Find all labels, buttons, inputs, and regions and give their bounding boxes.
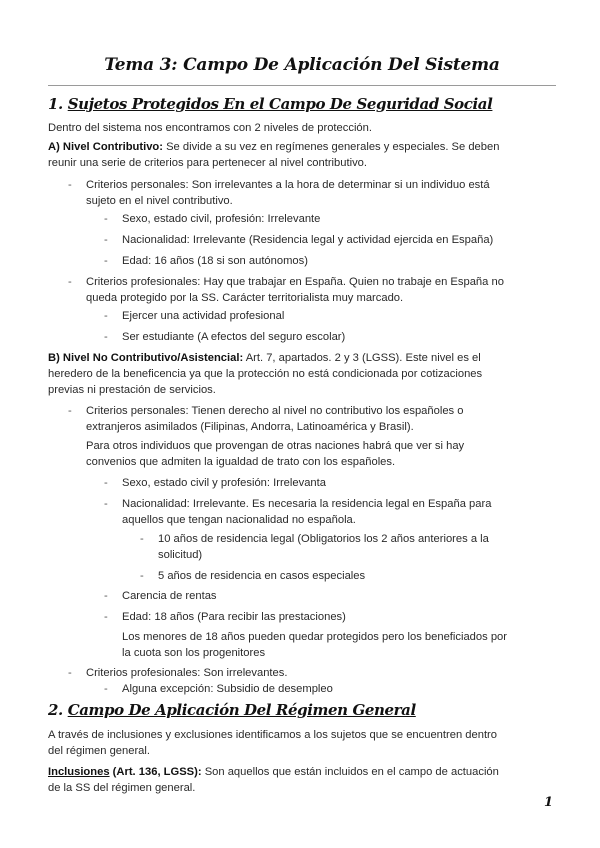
a-prof-line-2: queda protegido por la SS. Carácter territorialista muy marcado. (86, 292, 404, 304)
page-title: Tema 3: Campo De Aplicación Del Sistema (104, 55, 500, 75)
a-personal-sub-3: Edad: 16 años (18 si son autónomos) (122, 255, 308, 267)
level-b-label: B) Nivel No Contributivo/Asistencial: (48, 352, 244, 364)
level-b-paragraph (48, 350, 481, 366)
section-1-heading (48, 95, 492, 113)
a-personal-sub-1: Sexo, estado civil, profesión: Irrelevante (122, 213, 321, 225)
a-personal-line-1: Criterios personales: Son irrelevantes a la hora de determinar si un individuo está (86, 179, 490, 191)
a-prof-line-1: Criterios profesionales: Hay que trabajar en España. Quien no trabaje en España no (86, 276, 504, 288)
section-1-title: Sujetos Protegidos En el Campo De Seguridad Social (67, 95, 493, 113)
bullet-dash: - (104, 213, 108, 225)
bullet-dash: - (104, 611, 108, 623)
bullet-dash: - (104, 590, 108, 602)
b-personal-line-1: Criterios personales: Tienen derecho al nivel no contributivo los españoles o (86, 405, 464, 417)
b-sub-nac-b: 5 años de residencia en casos especiales (158, 570, 366, 582)
bullet-dash: - (104, 255, 108, 267)
section-2-heading (48, 701, 416, 719)
inclusiones-line-1: Son aquellos que están incluidos en el campo de actuación (204, 766, 499, 778)
b-sub-nacionalidad-2: aquellos que tengan nacionalidad no española. (122, 514, 356, 526)
section-2-intro-1: A través de inclusiones y exclusiones identificamos a los sujetos que se encuentren dentro (48, 729, 498, 741)
level-a-paragraph (48, 139, 499, 155)
bullet-dash: - (104, 683, 108, 695)
b-sub-nacionalidad-1: Nacionalidad: Irrelevante. Es necesaria la residencia legal en España para (122, 498, 492, 510)
inclusiones-ref: (Art. 136, LGSS): (112, 766, 202, 778)
b-personal-line-4: convenios que admiten la igualdad de trato con los españoles. (86, 456, 396, 468)
bullet-dash: - (104, 477, 108, 489)
a-personal-line-2: sujeto en el nivel contributivo. (86, 195, 233, 207)
level-a-label: A) Nivel Contributivo: (48, 141, 163, 153)
page-number: 1 (544, 795, 554, 810)
bullet-dash: - (140, 570, 144, 582)
section-1-number: 1. (48, 95, 63, 113)
b-prof-sub: Alguna excepción: Subsidio de desempleo (122, 683, 333, 695)
bullet-dash: - (140, 533, 144, 545)
level-b-line-2: heredero de la beneficencia ya que la protección no está condicionada por cotizaciones (48, 368, 483, 380)
a-prof-sub-2: Ser estudiante (A efectos del seguro escolar) (122, 331, 346, 343)
level-a-line-2: reunir una serie de criterios para pertenecer al nivel contributivo. (48, 157, 368, 169)
b-personal-line-2: extranjeros asimilados (Filipinas, Andorra, Latinoamérica y Brasil). (86, 421, 414, 433)
b-sub-nac-a-2: solicitud) (158, 549, 203, 561)
bullet-dash: - (104, 331, 108, 343)
level-b-line-3: previas ni prestación de servicios. (48, 384, 216, 396)
b-personal-line-3: Para otros individuos que provengan de otras naciones habrá que ver si hay (86, 440, 465, 452)
section-2-intro-2: del régimen general. (48, 745, 150, 757)
title-divider (48, 85, 556, 86)
a-personal-sub-2: Nacionalidad: Irrelevante (Residencia legal y actividad ejercida en España) (122, 234, 494, 246)
section-1-intro: Dentro del sistema nos encontramos con 2 niveles de protección. (48, 122, 372, 134)
bullet-dash: - (68, 276, 72, 288)
level-b-line-1: Art. 7, apartados. 2 y 3 (LGSS). Este nivel es el (245, 352, 481, 364)
a-prof-sub-1: Ejercer una actividad profesional (122, 310, 285, 322)
level-a-line-1: Se divide a su vez en regímenes generales y especiales. Se deben (166, 141, 500, 153)
b-sub-rentas: Carencia de rentas (122, 590, 217, 602)
bullet-dash: - (104, 498, 108, 510)
inclusiones-paragraph (48, 764, 499, 780)
bullet-dash: - (104, 310, 108, 322)
bullet-dash: - (104, 234, 108, 246)
bullet-dash: - (68, 667, 72, 679)
b-sub-nac-a-1: 10 años de residencia legal (Obligatorios los 2 años anteriores a la (158, 533, 489, 545)
b-sub-sexo: Sexo, estado civil y profesión: Irrelevanta (122, 477, 326, 489)
inclusiones-label: Inclusiones (48, 766, 110, 778)
b-sub-edad-note-2: la cuota son los progenitores (122, 647, 266, 659)
inclusiones-line-2: de la SS del régimen general. (48, 782, 196, 794)
section-2-title: Campo De Aplicación Del Régimen General (67, 701, 416, 719)
bullet-dash: - (68, 405, 72, 417)
b-sub-edad: Edad: 18 años (Para recibir las prestaciones) (122, 611, 346, 623)
section-2-number: 2. (48, 701, 63, 719)
b-prof: Criterios profesionales: Son irrelevantes. (86, 667, 288, 679)
bullet-dash: - (68, 179, 72, 191)
b-sub-edad-note-1: Los menores de 18 años pueden quedar protegidos pero los beneficiados por (122, 631, 507, 643)
